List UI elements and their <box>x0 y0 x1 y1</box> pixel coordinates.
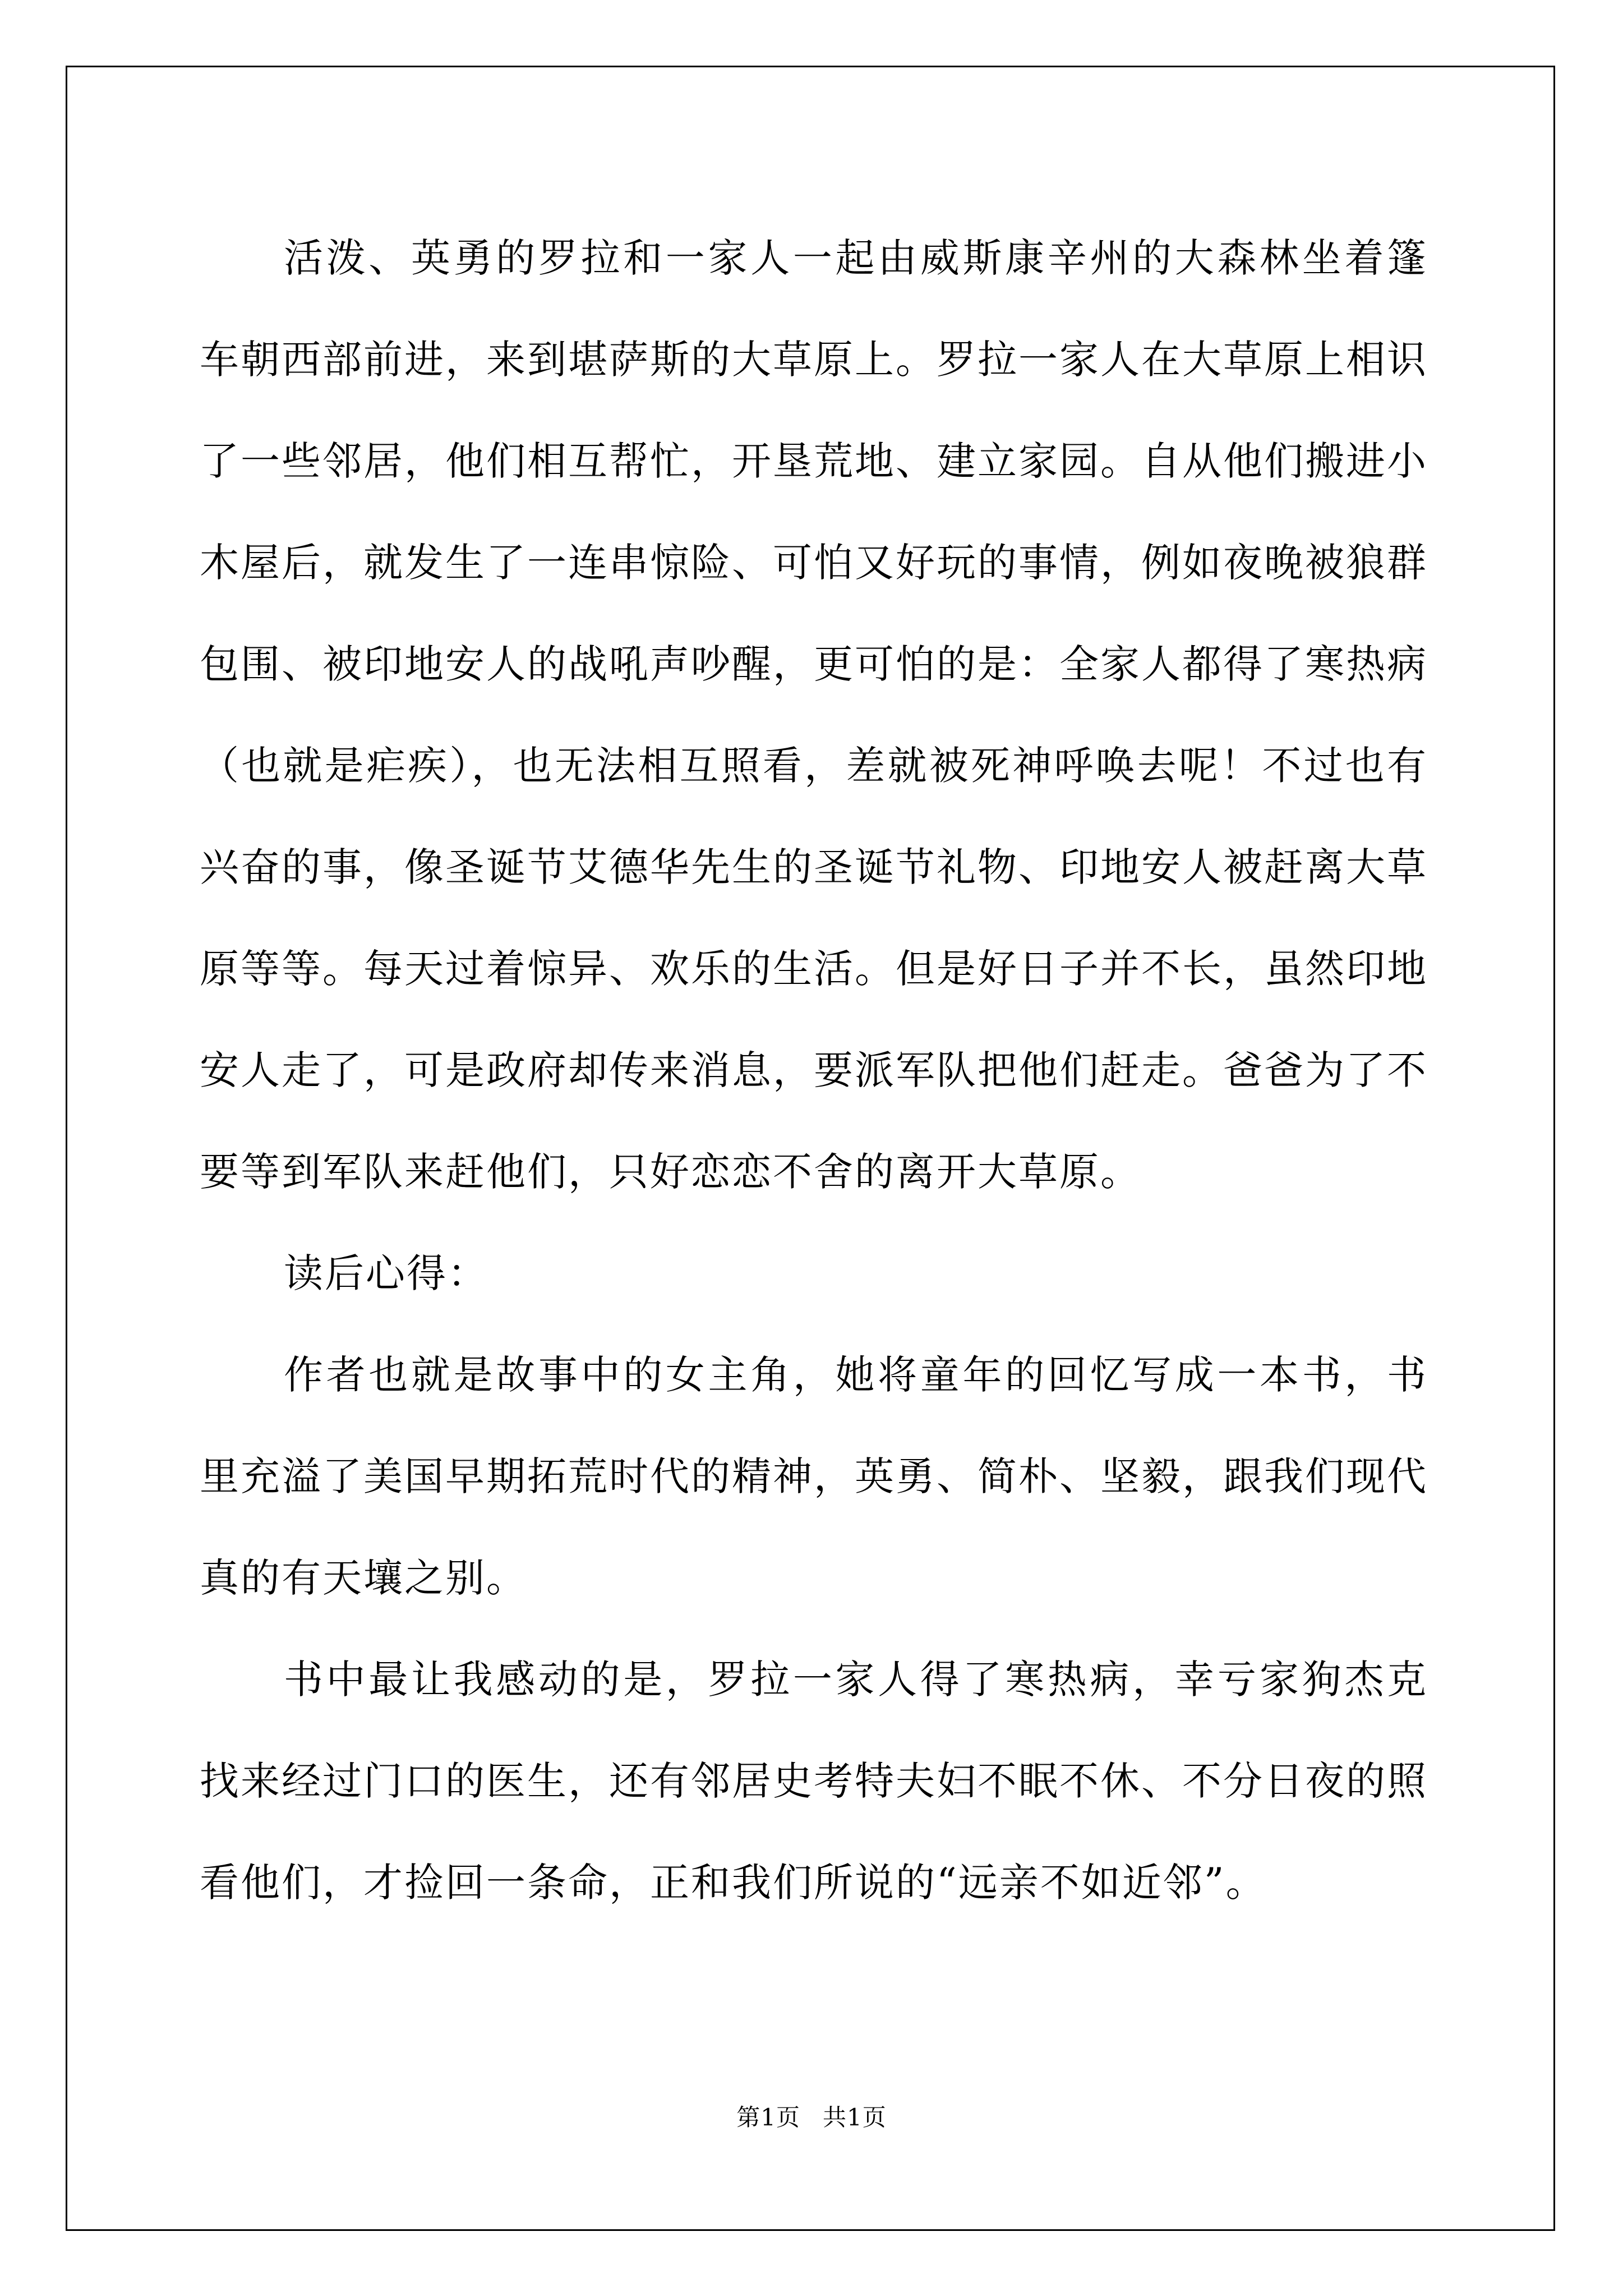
page-footer <box>0 2101 1623 2134</box>
page-number: 第1页 <box>736 2104 800 2131</box>
paragraph-story-summary: 活泼、英勇的罗拉和一家人一起由威斯康辛州的大森林坐着篷车朝西部前进，来到堪萨斯的大草原上。罗拉一家人在大草原上相识了一些邻居，他们相互帮忙，开垦荒地、建立家园。自从他们搬进小木屋后，就发生了一连串惊险、可怕又好玩的事情，例如夜晚被狼群包围、被印地安人的战吼声吵醒，更可怕的是：全家人都得了寒热病（也就是疟疾），也无法相互照看，差就被死神呼唤去呢！不过也有兴奋的事，像圣诞节艾德华先生的圣诞节礼物、印地安人被赶离大草原等等。每天过着惊异、欢乐的生活。但是好日子并不长，虽然印地安人走了，可是政府却传来消息，要派军队把他们赶走。爸爸为了不要等到军队来赶他们，只好恋恋不舍的离开大草原。 <box>200 235 1428 1195</box>
page-total: 共1页 <box>823 2104 887 2131</box>
document-body <box>200 208 1428 1934</box>
paragraph-reflection-heading: 读后心得： <box>284 1250 488 1296</box>
paragraph-author-note: 作者也就是故事中的女主角，她将童年的回忆写成一本书，书里充溢了美国早期拓荒时代的精神，英勇、简朴、坚毅，跟我们现代真的有天壤之别。 <box>200 1352 1428 1601</box>
paragraph-moving-part: 书中最让我感动的是，罗拉一家人得了寒热病，幸亏家狗杰克找来经过门口的医生，还有邻居史考特夫妇不眠不休、不分日夜的照看他们，才捡回一条命，正和我们所说的“远亲不如近邻”。 <box>200 1657 1428 1906</box>
